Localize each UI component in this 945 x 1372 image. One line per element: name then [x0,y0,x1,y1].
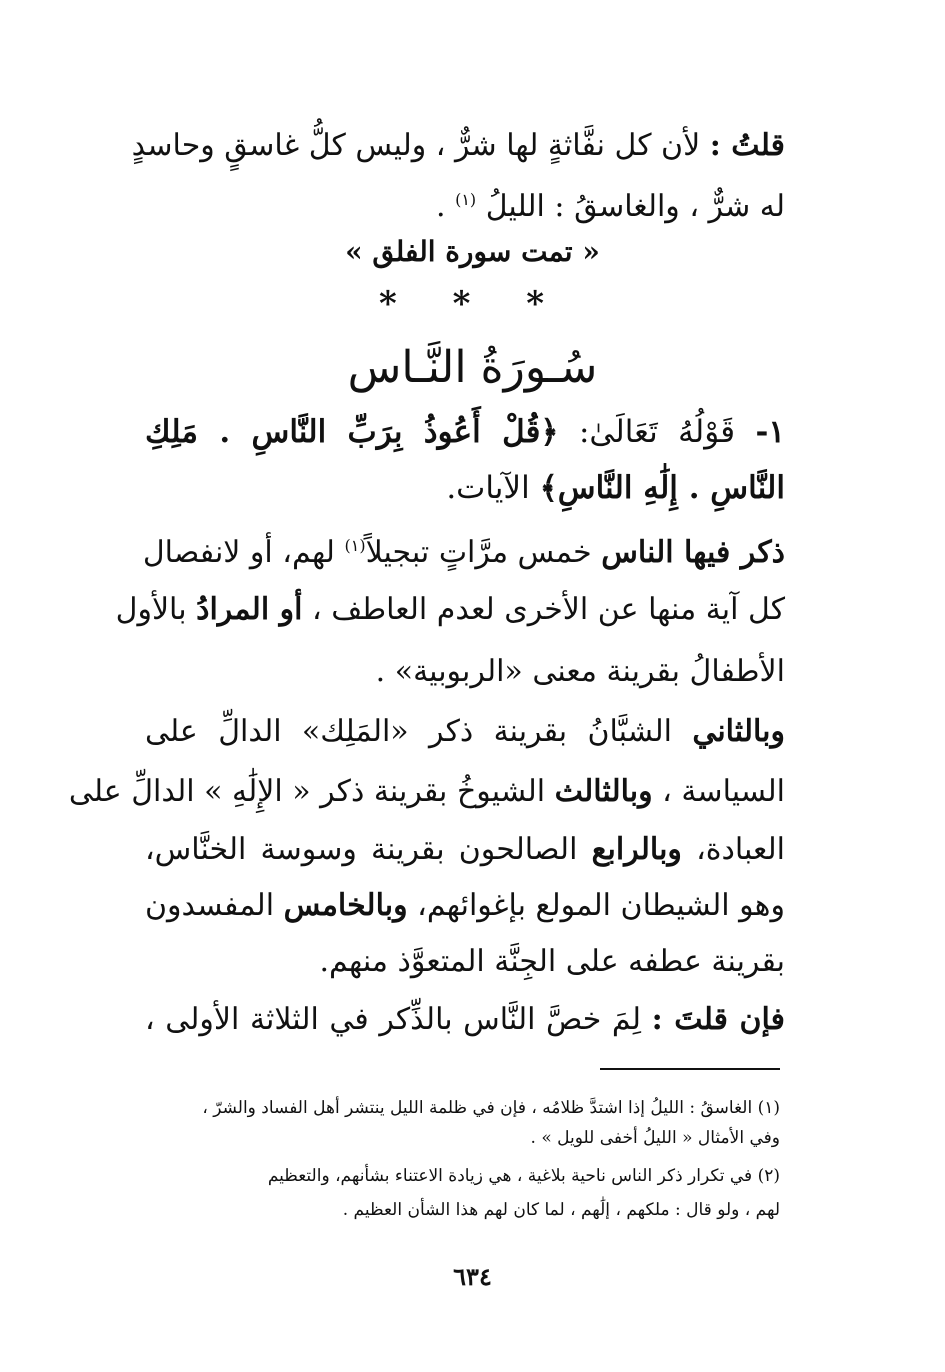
quran-verse: النَّاسِ . إِلَٰهِ النَّاسِ﴾ [539,470,785,506]
text-segment: السياسة ، [662,774,785,809]
page-number: ٦٣٤ [453,1262,492,1291]
surah-end-marker: « تمت سورة الفلق » [345,235,600,268]
footnote-line: وفي الأمثال « الليلُ أخفى للويل » . [530,1128,780,1148]
text-segment: الأطفالُ بقرينة معنى «الربوبية» . [375,654,785,689]
text-segment: الشيوخُ بقرينة ذكر « الإِلَٰهِ » الدالِّ على [68,774,546,809]
text-segment: المفسدون [145,888,275,923]
verse-line [145,412,785,452]
text-segment: بالأول [115,592,187,627]
bold-term: وبالخامس [283,888,408,923]
footnote-divider [600,1068,780,1070]
bold-term: وبالثالث [554,774,653,809]
text-line [131,126,785,166]
text-segment: بقرينة عطفه على الجِنَّة المتعوَّذ منهم. [319,944,785,979]
text-segment: لأن كل نفَّاثةٍ لها شرٌّ ، وليس كلُّ غاسقٍ وحاسدٍ [131,128,701,163]
text-line [68,772,785,812]
footnote-ref: (١) [344,536,366,555]
bold-term: أو المرادُ [196,592,303,627]
bold-term: وبالثاني [692,714,785,749]
text-line [145,830,785,870]
text-segment: لِمَ خصَّ النَّاس بالذِّكر في الثلاثة الأولى ، [145,1002,642,1037]
text-segment: العبادة، [696,832,785,867]
text-segment: له شرٌّ ، والغاسقُ : الليلُ [485,189,785,224]
bold-term: فإن قلتَ : [651,1002,785,1037]
qultu-label: قلتُ : [709,128,785,163]
text-line [145,652,785,692]
bold-term: ذكر فيها الناس [601,535,785,570]
footnote-ref: (١) [455,190,477,209]
verse-number: ١- [755,414,785,450]
text-segment: لهم، أو لانفصال [142,535,335,570]
quran-verse: ﴿قُلْ أَعُوذُ بِرَبِّ النَّاسِ . مَلِكِ [145,414,559,450]
text-line [145,1000,785,1040]
bold-term: وبالرابع [591,832,682,867]
surah-title: سُـورَةُ النَّـاس [347,342,598,393]
text-line [115,590,785,630]
text-line [145,886,785,926]
text-segment: الشبَّانُ بقرينة ذكر «المَلِك» الدالِّ على [145,714,672,749]
text-segment: كل آية منها عن الأخرى لعدم العاطف ، [311,592,785,627]
text-line [145,942,785,982]
footnote-line: (١) الغاسقُ : الليلُ إذا اشتدَّ ظلامُه ، فإن في ظلمة الليل ينتشر أهل الفساد والشرّ ، [202,1098,780,1118]
text-segment: . [435,189,446,224]
text-segment: وهو الشيطان المولع بإغوائهم، [417,888,785,923]
text-segment: الصالحون بقرينة وسوسة الخنَّاس، [145,832,578,867]
footnote-line: (٢) في تكرار ذكر الناس ناحية بلاغية ، هي زيادة الاعتناء بشأنهم، والتعظيم [267,1166,780,1186]
text-line [145,180,785,227]
section-stars: * * * [378,284,566,324]
text-line [145,712,785,752]
text-segment: خمس مرَّاتٍ تبجيلاً [365,535,592,570]
verse-line [145,468,785,508]
footnote-line: لهم ، ولو قال : ملكهم ، إلَٰهم ، لما كان لهم هذا الشأن العظيم . [342,1200,780,1220]
verse-suffix: الآيات. [446,470,530,506]
text-line [142,526,785,573]
verse-intro: قَوْلُهُ تَعَالَىٰ: [578,414,736,450]
